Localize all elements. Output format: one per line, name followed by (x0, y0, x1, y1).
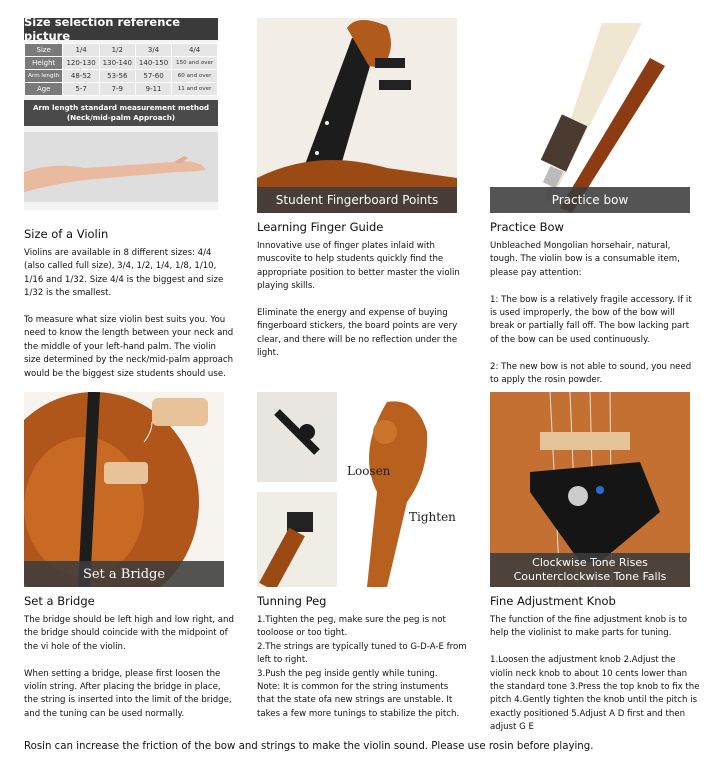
bridge-photo (24, 392, 224, 587)
peg-section (257, 392, 467, 721)
size-cell: 60 and over (172, 70, 218, 83)
size-cell: 3/4 (135, 44, 171, 57)
bow-caption: Practice bow (490, 187, 690, 213)
size-cell: Height (25, 57, 63, 70)
size-cell: 150 and over (172, 57, 218, 70)
size-cell: Age (25, 83, 63, 96)
method-line: (Neck/mid-palm Approach) (66, 113, 176, 122)
size-cell: 53-56 (99, 70, 135, 83)
section-heading: Fine Adjustment Knob (490, 594, 616, 608)
size-cell: 7-9 (99, 83, 135, 96)
tighten-label: Tighten (409, 510, 456, 524)
section-heading: Tunning Peg (257, 594, 327, 608)
section-body: The function of the fine adjustment knob is to help the violinist to make parts for tuning. 1.Loosen the adjustment knob 2.Adjust the violin neck knob to about 10 cents lower than the standard tone 3.Press the top knob to fix the pitch 4.Gently tighten the knob until the pitch is exactly positioned 5.Adjust A D first and then adjust G E (490, 615, 700, 733)
size-cell: 57-60 (135, 70, 171, 83)
arm-measurement-photo (24, 132, 218, 202)
size-table (24, 43, 218, 96)
size-cell: Arm length (25, 70, 63, 83)
size-row (25, 83, 218, 96)
knob-photo (490, 392, 690, 587)
section-body: 1.Tighten the peg, make sure the peg is not tooloose or too tight. 2.The strings are typically tuned to G-D-A-E from left to right. 3.Push the peg inside gently while tuning. Note: It is common for the string instuments that the state ofa new strings are unstable. It takes a few more tunings to stabilize the pitch. (257, 615, 467, 719)
bridge-section (24, 392, 234, 721)
knob-caption (490, 553, 690, 587)
size-cell: 1/4 (63, 44, 99, 57)
size-cell: 9-11 (135, 83, 171, 96)
fingerboard-photo (257, 18, 457, 213)
knob-section (490, 392, 700, 735)
size-cell: Size (25, 44, 63, 57)
size-cell: 4/4 (172, 44, 218, 57)
size-cell: 5-7 (63, 83, 99, 96)
size-reference-title: Size selection reference picture (24, 18, 218, 40)
size-row (25, 44, 218, 57)
peg-photo (257, 392, 457, 587)
loosen-label: Loosen (347, 464, 391, 478)
finger-section (257, 18, 467, 361)
size-row (25, 70, 218, 83)
section-heading: Size of a Violin (24, 227, 109, 241)
size-cell: 130-140 (99, 57, 135, 70)
size-cell: 1/2 (99, 44, 135, 57)
section-heading: Set a Bridge (24, 594, 95, 608)
size-section (24, 220, 234, 381)
knob-caption-line: Counterclockwise Tone Falls (513, 570, 667, 583)
knob-caption-line: Clockwise Tone Rises (532, 556, 648, 569)
section-body: Innovative use of finger plates inlaid with muscovite to help students quickly find the appropriate position to better master the violin playing skills. Eliminate the energy and expense of buying fingerboard stickers, the board points are very clear, and there will be no reflection under the light. (257, 241, 460, 359)
size-reference-picture (24, 15, 218, 210)
bow-section (490, 18, 700, 387)
section-heading: Practice Bow (490, 220, 564, 234)
fingerboard-caption: Student Fingerboard Points (257, 187, 457, 213)
method-line: Arm length standard measurement method (32, 103, 210, 112)
section-body: Violins are available in 8 different sizes: 4/4 (also called full size), 3/4, 1/2, 1/4, 1/8, 1/10, 1/16 and 1/32. Size 4/4 is the biggest and size 1/32 is the smallest. To measure what size violin best suits you. You need to know the length between your neck and the middle of your left-hand palm. The violin size determined by the neck/mid-palm approach would be the biggest size students should use. (24, 248, 234, 379)
size-cell: 11 and over (172, 83, 218, 96)
size-row (25, 57, 218, 70)
rosin-footer-note: Rosin can increase the friction of the bow and strings to make the violin sound. Please use rosin before playing. (24, 741, 594, 752)
section-body: Unbleached Mongolian horsehair, natural, tough. The violin bow is a consumable item, please pay attention: 1: The bow is a relatively fragile accessory. If it is used improperly, the bow of the bow will break or partially fall off. The bow lacking part of the bow can be used continuously. 2: The new bow is not able to sound, you need to apply the rosin powder. (490, 241, 692, 386)
bridge-caption: Set a Bridge (24, 561, 224, 587)
bow-photo (490, 18, 690, 213)
size-cell: 48-52 (63, 70, 99, 83)
size-cell: 120-130 (63, 57, 99, 70)
section-heading: Learning Finger Guide (257, 220, 384, 234)
size-cell: 140-150 (135, 57, 171, 70)
section-body: The bridge should be left high and low right, and the bridge should coincide with the midpoint of the vi hole of the violin. When setting a bridge, please first loosen the violin string. After placing the bridge in place, the string is inserted into the limit of the bridge, and the tuning can be used normally. (24, 615, 234, 719)
measurement-method (24, 100, 218, 126)
